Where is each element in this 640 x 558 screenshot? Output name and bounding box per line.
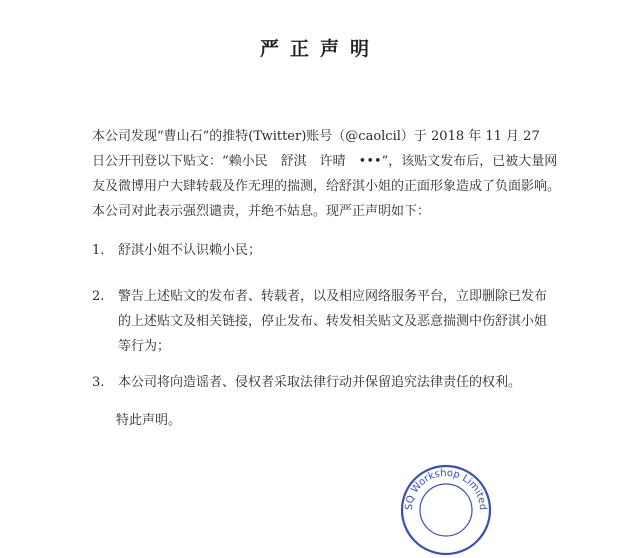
item-number: 3. [92,375,105,390]
company-seal [398,462,494,558]
seal-text: SQ Workshop Limited [403,467,489,511]
closing-text: 特此声明。 [116,413,182,428]
seal-outer-ring [402,466,490,554]
item-text: 舒淇小姐不认识赖小民； [118,243,262,258]
item-number: 1. [92,243,105,258]
intro-line: 本公司发现“曹山石”的推特(Twitter)账号（@caolcil）于 2018 年 11 月 27 [92,129,540,144]
intro-line: 日公开刊登以下贴文：“赖小民 舒淇 许晴 •••”，该贴文发布后，已被大量网 [92,154,558,169]
intro-line: 本公司对此表示强烈谴责，并绝不姑息。现严正声明如下： [92,204,431,219]
intro-paragraph [92,124,562,224]
item-text: 等行为； [118,339,171,354]
item-number: 2. [92,289,105,304]
intro-line: 友及微博用户大肆转载及作无理的揣测，给舒淇小姐的正面形象造成了负面影响。 [92,179,561,194]
document-title: 严正声明 [259,38,380,60]
item-text: 的上述贴文及相关链接，停止发布、转发相关贴文及恶意揣测中伤舒淇小姐 [118,314,548,329]
item-text: 本公司将向造谣者、侵权者采取法律行动并保留追究法律责任的权利。 [118,375,522,390]
seal-inner-ring [420,484,472,536]
item-text: 警告上述贴文的发布者、转载者，以及相应网络服务平台，立即删除已发布 [118,289,548,304]
